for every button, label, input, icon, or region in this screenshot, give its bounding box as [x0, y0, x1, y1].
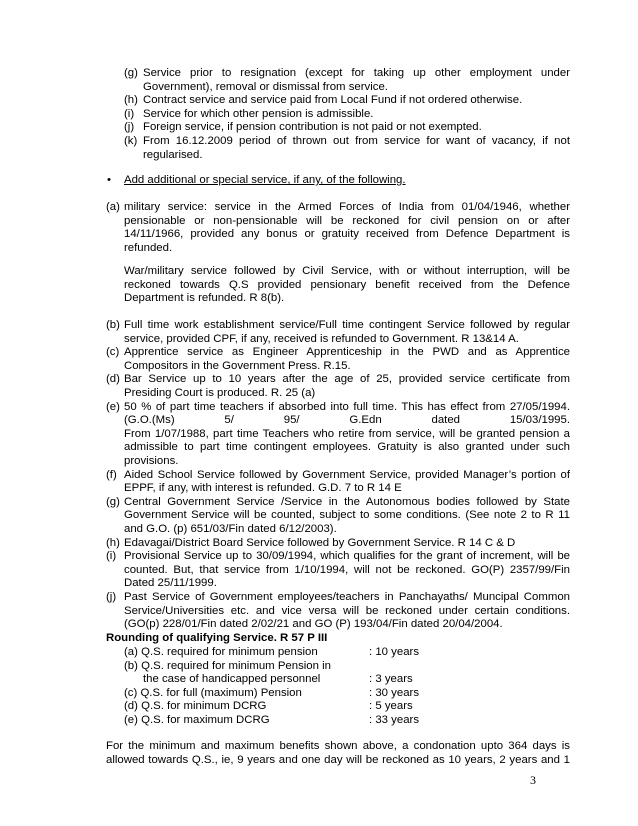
item-label: (g) — [124, 67, 138, 79]
item-label: (a) — [106, 201, 120, 213]
rounding-value: : 33 years — [369, 714, 420, 726]
item-label: (i) — [106, 550, 117, 563]
section-heading: Rounding of qualifying Service. R 57 P III — [106, 632, 328, 644]
text-line: From 16.12.2009 period of thrown out from service for want of vacancy, if not — [143, 135, 570, 147]
text-line: 50 % of part time teachers if absorbed into full time. This has effect from 27/05/1994. — [124, 400, 570, 413]
text-line: pensionable or non-pensionable will be reckoned for civil pension on or after — [124, 214, 570, 227]
text-line: Compositors in the Government Press. R.15. — [124, 359, 351, 372]
text-line: regularised. — [143, 148, 203, 161]
item-label: (g) — [106, 495, 120, 508]
rounding-row — [124, 646, 454, 660]
rounding-label: the case of handicapped personnel — [124, 673, 321, 686]
text-line: 14/11/1966, provided any bonus or gratuity received from Defence Department is — [124, 228, 570, 241]
text-line: Full time work establishment service/Full time contingent Service followed by regular — [124, 319, 570, 331]
bullet-icon: • — [107, 174, 111, 186]
item-label: (e) — [106, 400, 120, 413]
text-line: Foreign service, if pension contribution is not paid or not exempted. — [143, 121, 482, 134]
text-line: Contract service and service paid from Local Fund if not ordered otherwise. — [143, 94, 523, 107]
text-line: Service for which other pension is admissible. — [143, 107, 374, 120]
text-line: service, provided CPF, if any, received is refunded to Government. R 13&14 A. — [124, 332, 519, 345]
item-label: (k) — [124, 135, 138, 147]
text-line: Bar Service up to 10 years after the age of 25, provided service certificate from — [124, 373, 570, 386]
text-line: (G.O.(Ms) 5/ 95/ G.Edn dated 15/03/1995. — [124, 414, 570, 427]
text-line: and G.O. (p) 651/03/Fin dated 6/12/2003). — [124, 523, 337, 535]
item-label: (d) — [106, 373, 120, 386]
rounding-label: (b) Q.S. required for minimum Pension in — [124, 659, 332, 672]
rounding-row — [124, 687, 454, 701]
page-number: 3 — [530, 773, 536, 787]
text-line: military service: service in the Armed Forces of India from 01/04/1946, whether — [124, 201, 570, 213]
rounding-value: : 10 years — [369, 646, 420, 658]
text-line: Presiding Court is produced. R. 25 (a) — [124, 387, 316, 399]
rounding-row — [124, 660, 454, 674]
text-line: Provisional Service up to 30/09/1994, which qualifies for the grant of increment, will be — [124, 550, 570, 563]
text-line: Edavagai/District Board Service followed by Government Service. R 14 C & D — [124, 536, 516, 549]
item-label: (f) — [106, 468, 117, 481]
rounding-value: : 3 years — [369, 673, 413, 686]
text-line: reckoned towards Q.S provided pensionary benefit received from the Defence — [124, 278, 570, 291]
text-line: (GO(p) 228/01/Fin dated 2/02/21 and GO (P) 193/04/Fin dated 20/04/2004. — [124, 618, 503, 631]
rounding-value: : 30 years — [369, 686, 420, 699]
text-line: From 1/07/1988, part time Teachers who retire from service, will be granted pension a — [124, 427, 570, 440]
rounding-label: (a) Q.S. required for minimum pension — [124, 646, 318, 658]
item-label: (h) — [124, 94, 138, 107]
text-line: For the minimum and maximum benefits shown above, a condonation upto 364 days is — [106, 740, 570, 752]
text-line: allowed towards Q.S., ie, 9 years and one day will be reckoned as 10 years, 2 years and 1 — [106, 753, 570, 766]
text-line: Government), removal or dismissal from service. — [143, 80, 388, 93]
text-line: Department is refunded. R 8(b). — [124, 292, 285, 305]
rounding-row — [124, 673, 454, 687]
rounding-label: (d) Q.S. for minimum DCRG — [124, 700, 267, 713]
text-line: counted. But, that service from 1/10/1994, will not be reckoned. GO(P) 2357/99/Fin — [124, 563, 570, 576]
text-line: Apprentice service as Engineer Apprenticeship in the PWD and as Apprentice — [124, 346, 570, 359]
item-label: (j) — [124, 121, 135, 134]
item-label: (b) — [106, 319, 120, 331]
text-line: Dated 25/11/1999. — [124, 577, 217, 590]
text-line: refunded. — [124, 241, 173, 254]
bullet-text: Add additional or special service, if any, of the following. — [124, 174, 406, 186]
text-line: Central Government Service /Service in the Autonomous bodies followed by State — [124, 495, 570, 508]
rounding-label: (c) Q.S. for full (maximum) Pension — [124, 686, 302, 699]
text-line: EPPF, if any, with interest is refunded. G.D. 7 to R 14 E — [124, 482, 402, 495]
rounding-label: (e) Q.S. for maximum DCRG — [124, 714, 270, 726]
text-line: provisions. — [124, 455, 179, 467]
rounding-value: : 5 years — [369, 700, 413, 713]
text-line: War/military service followed by Civil Service, with or without interruption, will be — [124, 265, 570, 277]
rounding-row — [124, 714, 454, 728]
text-line: Service prior to resignation (except for taking up other employment under — [143, 67, 570, 79]
item-label: (c) — [106, 346, 120, 359]
item-label: (j) — [106, 591, 117, 603]
text-line: admissible to part time contingent employees. Gratuity is also granted under such — [124, 441, 570, 454]
rounding-row — [124, 700, 454, 714]
item-label: (h) — [106, 536, 120, 549]
item-label: (i) — [124, 107, 135, 120]
text-line: Government Service will be counted, subject to some conditions. (See note 2 to R 11 — [124, 509, 570, 522]
text-line: Service/Universities etc. and vice versa will be reckoned under certain conditions. — [124, 604, 570, 617]
text-line: Aided School Service followed by Government Service, provided Manager’s portion of — [124, 468, 570, 481]
text-line: Past Service of Government employees/teachers in Panchayaths/ Muncipal Common — [124, 591, 570, 603]
